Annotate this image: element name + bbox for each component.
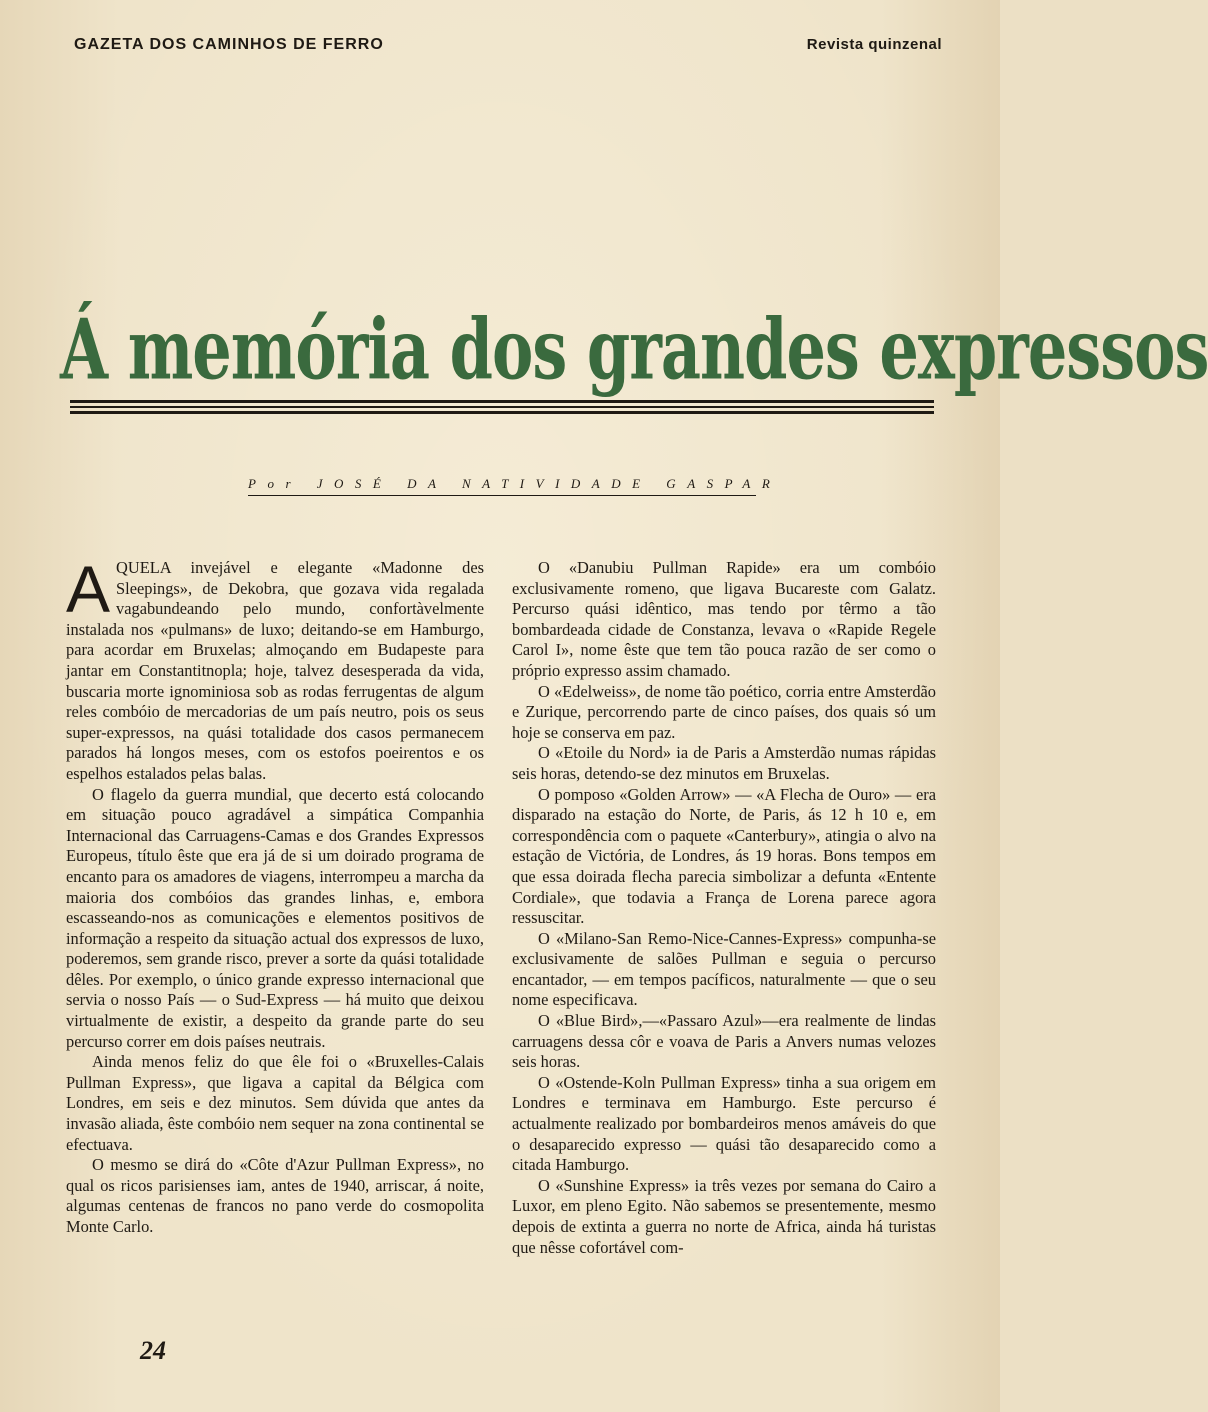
paragraph: O «Danubiu Pullman Rapide» era um combóio exclusivamente romeno, que ligava Bucareste com Galatz. Percurso quási idêntico, mas tendo por têrmo a tão bombardeada cidade de Constanza, levava o «Rapide Regele Carol I», nome êste que tem tão pouca razão de ser como o próprio expresso assim chamado. bbox=[512, 558, 936, 680]
article-byline: Por JOSÉ DA NATIVIDADE GASPAR bbox=[248, 476, 756, 496]
drop-cap: A bbox=[66, 552, 111, 626]
paragraph: O «Edelweiss», de nome tão poético, corria entre Amsterdão e Zurique, percorrendo parte de cinco países, dos quais só um hoje se conserva em paz. bbox=[512, 681, 936, 742]
paragraph: Ainda menos feliz do que êle foi o «Bruxelles-Calais Pullman Express», que ligava a capital da Bélgica com Londres, em seis e dez minutos. Sem dúvida que antes da invasão aliada, êste combóio nem sequer na zona continental se efectuava. bbox=[66, 1052, 484, 1154]
paragraph: O mesmo se dirá do «Côte d'Azur Pullman Express», no qual os ricos parisienses iam, antes de 1940, arriscar, á noite, algumas centenas de francos no pano verde do cosmopolita Monte Carlo. bbox=[66, 1155, 484, 1236]
title-rule-top bbox=[70, 400, 934, 403]
paragraph: O flagelo da guerra mundial, que decerto está colocando em situação pouco agradável a simpática Companhia Internacional das Carruagens-Camas e dos Grandes Expressos Europeus, título êste que era já de si um doirado programa de encanto para os amadores de viagens, interrompeu a marcha da maioria dos combóios das grandes linhas, e, embora escasseando-nos as comunicações e elementos positivos de informação a respeito da situação actual dos expressos de luxo, poderemos, sem grande risco, prever a sorte da quási totalidade dêles. Por exemplo, o único grande expresso internacional que servia o nosso País — o Sud-Express — há muito que deixou virtualmente de existir, a despeito da grande parte do seu percurso correr em dois países neutrais. bbox=[66, 784, 484, 1051]
article-title: Á memória dos grandes expressos bbox=[60, 300, 1208, 399]
article-column-right bbox=[512, 558, 936, 1258]
paragraph bbox=[66, 552, 484, 785]
paragraph: O «Blue Bird»,—«Passaro Azul»—era realmente de lindas carruagens dessa côr e voava de Paris a Anvers numas velozes seis horas. bbox=[512, 1011, 936, 1072]
paragraph: O «Sunshine Express» ia três vezes por semana do Cairo a Luxor, em pleno Egito. Não sabemos se presentemente, mesmo depois de extinta a guerra no norte de Africa, ainda há turistas que nêsse cofortável com- bbox=[512, 1175, 936, 1257]
publication-frequency: Revista quinzenal bbox=[806, 36, 942, 53]
page-number: 24 bbox=[140, 1336, 166, 1365]
paragraph: O «Etoile du Nord» ia de Paris a Amsterdão numas rápidas seis horas, detendo-se dez minutos em Bruxelas. bbox=[512, 743, 936, 783]
paragraph: O «Ostende-Koln Pullman Express» tinha a sua origem em Londres e terminava em Hamburgo. Este percurso é actualmente realizado por bombardeiros menos amáveis do que o desaparecido expresso — quási tão desaparecido como a citada Hamburgo. bbox=[512, 1072, 936, 1175]
title-rule-middle bbox=[70, 406, 934, 408]
publication-name: GAZETA DOS CAMINHOS DE FERRO bbox=[74, 36, 384, 53]
article-column-left bbox=[66, 552, 484, 1238]
paragraph: O pomposo «Golden Arrow» — «A Flecha de Ouro» — era disparado na estação do Norte, de Paris, ás 12 h 10 e, em correspondência com o paquete «Canterbury», atingia o alvo na estação de Victória, de Londres, ás 19 horas. Bons tempos em que essa doirada flecha parecia simbolizar a defunta «Entente Cordiale», que todavia a França de Lorena parece agora ressuscitar. bbox=[512, 784, 936, 928]
paragraph: O «Milano-San Remo-Nice-Cannes-Express» compunha-se exclusivamente de salões Pullman e seguia o percurso encantador, — em tempos pacíficos, naturalmente — que o seu nome especificava. bbox=[512, 928, 936, 1010]
title-rule-bottom bbox=[70, 411, 934, 414]
paragraph-text: QUELA invejável e elegante «Madonne des Sleepings», de Dekobra, que gozava vida regalada vagabundeando pelo mundo, confortàvelmente instalada nos «pulmans» de luxo; deitando-se em Hamburgo, para acordar em Bruxelas; almoçando em Budapeste para jantar em Constantitnopla; hoje, talvez desesperada da vida, buscaria morte ignominiosa sob as rodas ferrugentas de algum reles combóio de mercadorias de um país neutro, pois os seus super-expressos, na quási totalidade dos casos permanecem parados há longos meses, com os estofos poeirentos e os espelhos estalados pelas balas. bbox=[66, 558, 484, 783]
